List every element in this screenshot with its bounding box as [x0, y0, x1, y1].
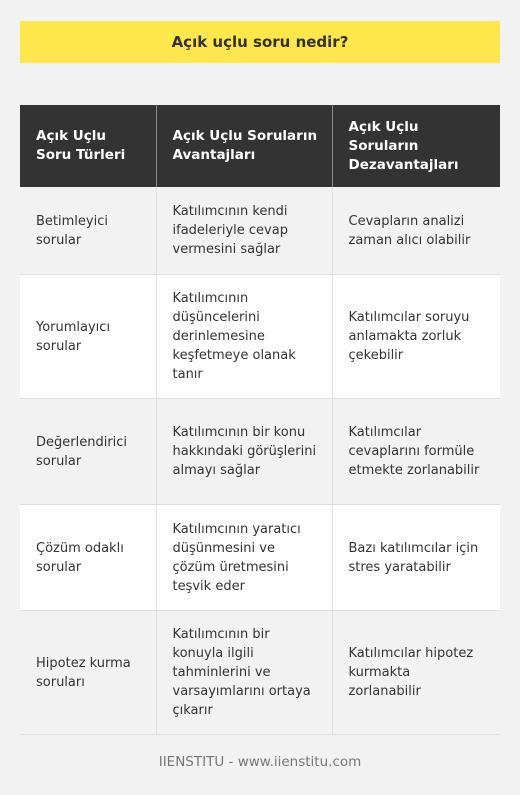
cell-question-type: Değerlendirici sorular — [20, 399, 156, 505]
cell-question-type: Betimleyici sorular — [20, 187, 156, 275]
cell-advantage: Katılımcının yaratıcı düşünmesini ve çözüm üretmesini teşvik eder — [156, 505, 332, 611]
cell-disadvantage: Katılımcılar cevaplarını formüle etmekte zorlanabilir — [332, 399, 500, 505]
cell-disadvantage: Cevapların analizi zaman alıcı olabilir — [332, 187, 500, 275]
cell-advantage: Katılımcının bir konuyla ilgili tahminlerini ve varsayımlarını ortaya çıkarır — [156, 611, 332, 735]
cell-question-type: Çözüm odaklı sorular — [20, 505, 156, 611]
cell-disadvantage: Bazı katılımcılar için stres yaratabilir — [332, 505, 500, 611]
footer-credit: IIENSTITU - www.iienstitu.com — [158, 754, 362, 770]
cell-disadvantage: Katılımcılar soruyu anlamakta zorluk çekebilir — [332, 275, 500, 399]
table-row — [20, 399, 500, 505]
table-row — [20, 187, 500, 275]
cell-advantage: Katılımcının bir konu hakkındaki görüşlerini almayı sağlar — [156, 399, 332, 505]
table-row — [20, 275, 500, 399]
cell-advantage: Katılımcının kendi ifadeleriyle cevap vermesini sağlar — [156, 187, 332, 275]
page-title: Açık uçlu soru nedir? — [171, 33, 349, 51]
header-disadvantages: Açık Uçlu Soruların Dezavantajları — [332, 105, 500, 187]
cell-question-type: Hipotez kurma soruları — [20, 611, 156, 735]
cell-advantage: Katılımcının düşüncelerini derinlemesine keşfetmeye olanak tanır — [156, 275, 332, 399]
comparison-table — [20, 105, 500, 735]
cell-question-type: Yorumlayıcı sorular — [20, 275, 156, 399]
header-advantages: Açık Uçlu Soruların Avantajları — [156, 105, 332, 187]
table-row — [20, 611, 500, 735]
title-banner — [20, 21, 500, 63]
cell-disadvantage: Katılımcılar hipotez kurmakta zorlanabilir — [332, 611, 500, 735]
table-row — [20, 505, 500, 611]
table-header-row — [20, 105, 500, 187]
header-question-types: Açık Uçlu Soru Türleri — [20, 105, 156, 187]
